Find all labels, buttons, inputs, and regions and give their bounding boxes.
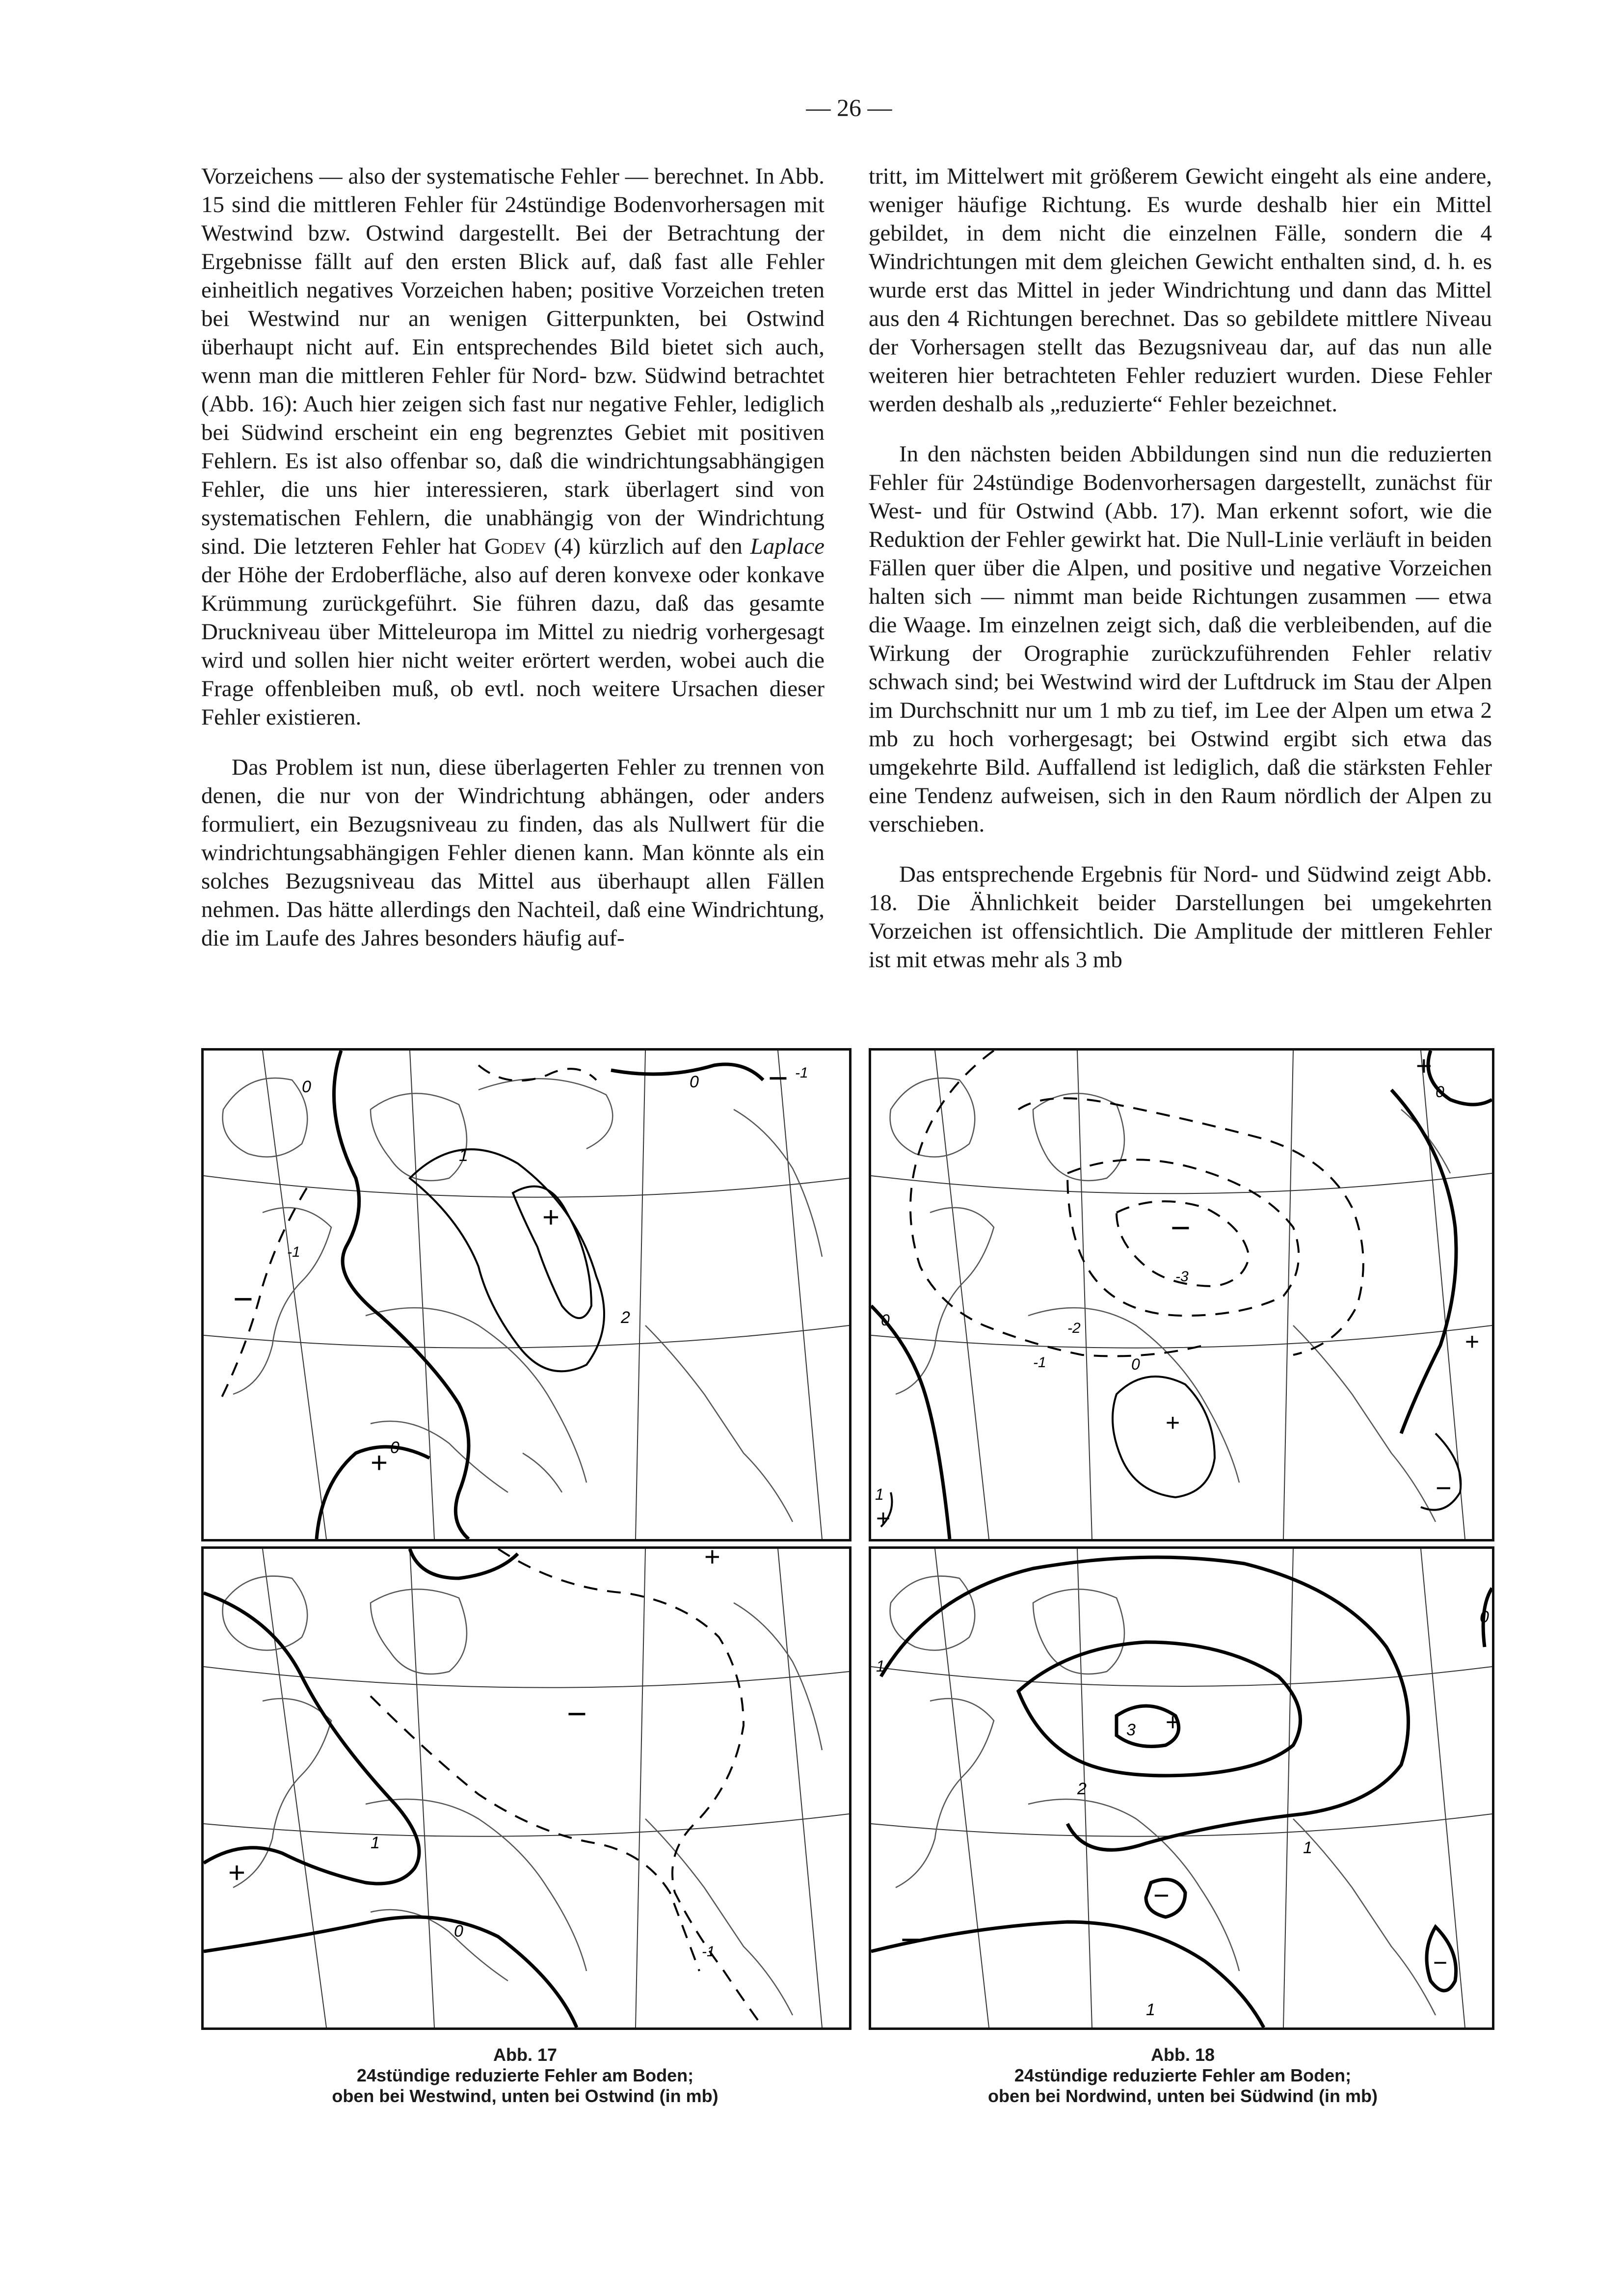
minus-label: − <box>1171 1209 1191 1247</box>
contour-label: -2 <box>1067 1320 1081 1336</box>
caption-line: oben bei Nordwind, unten bei Südwind (in mb) <box>988 2086 1378 2106</box>
contour-label: 1 <box>1146 2000 1155 2019</box>
contour-label: 0 <box>1480 1608 1489 1626</box>
figure-caption-abb18 <box>888 2045 1477 2107</box>
contour-label: -1 <box>1033 1354 1046 1371</box>
map-abb18-nordwind <box>869 1048 1494 1541</box>
contour-label: 1 <box>875 1486 884 1503</box>
plus-label: + <box>542 1201 560 1234</box>
plus-label: + <box>371 1446 388 1479</box>
contour-label: 0 <box>1436 1083 1444 1101</box>
contour-label: -1 <box>287 1244 300 1260</box>
contour-label: 0 <box>454 1922 463 1941</box>
caption-line: 24stündige reduzierte Fehler am Boden; <box>356 2065 694 2085</box>
contour-label: 1 <box>459 1146 468 1165</box>
map-abb18-suedwind <box>869 1546 1494 2030</box>
paragraph: tritt, im Mittelwert mit größerem Gewicht eingeht als eine andere, weniger häufige Richtung. Es wurde deshalb hier ein Mittel gebildet, in dem nicht die einzelnen Fälle, sondern die 4 Windrichtungen mit dem gleichen Gewicht enthalten sind, d. h. es wurde erst das Mittel in jeder Windrichtung und dann das Mittel aus den 4 Richtungen berechnet. Das so gebildete mittlere Niveau der Vorhersagen stellt das Bezugsniveau dar, auf das nun alle weiteren hier betrachteten Fehler reduziert wurden. Diese Fehler werden deshalb als „reduzierte“ Fehler bezeichnet. <box>869 163 1492 417</box>
map-abb17-ostwind <box>201 1546 851 2030</box>
plus-label: + <box>228 1856 246 1889</box>
contour-label: -3 <box>1175 1269 1189 1285</box>
text-run: der Höhe der Erdoberfläche, also auf deren konvexe oder konkave Krümmung zurückgeführt. Sie führen dazu, daß das gesamte Druckniveau über Mitteleuropa im Mittel zu niedrig vorhergesagt wird und sollen hier nicht weiter erörtert werden, wobei auch die Frage offenbleiben muß, ob evtl. noch weitere Ursachen dieser Fehler existieren. <box>201 562 825 730</box>
contour-label: 2 <box>621 1308 630 1327</box>
caption-line: oben bei Westwind, unten bei Ostwind (in mb) <box>332 2086 718 2106</box>
minus-label: − <box>1433 1949 1448 1976</box>
page-number: — 26 — <box>806 94 892 121</box>
contour-label: 0 <box>302 1078 311 1096</box>
italic-term: Laplace <box>750 534 825 559</box>
contour-label: 3 <box>1126 1721 1136 1739</box>
caption-title: Abb. 17 <box>493 2045 558 2065</box>
map-abb17-ostwind-graphic <box>204 1549 849 2027</box>
map-abb18-suedwind-graphic <box>871 1549 1492 2027</box>
map-abb18-nordwind-graphic <box>871 1051 1492 1539</box>
minus-label: − <box>1436 1472 1452 1503</box>
contour-label: 0 <box>1131 1355 1140 1373</box>
paragraph <box>201 162 825 731</box>
author-name: Godev <box>484 534 546 559</box>
contour-label: -1 <box>795 1065 808 1081</box>
contour-label: 0 <box>881 1311 890 1329</box>
plus-label: + <box>876 1505 891 1532</box>
contour-label: 2 <box>1077 1780 1087 1798</box>
minus-label: − <box>567 1695 587 1733</box>
map-abb17-westwind <box>201 1048 851 1541</box>
paragraph: In den nächsten beiden Abbildungen sind nun die reduzierten Fehler für 24stündige Bodenvorhersagen dargestellt, zunächst für West- und für Ostwind (Abb. 17). Man erkennt sofort, wie die Reduktion der Fehler gewirkt hat. Die Null-Linie verläuft in beiden Fällen quer über die Alpen, und positive und negative Vorzeichen halten sich — nimmt man beide Richtungen zusammen — etwa die Waage. Im einzelnen zeigt sich, daß die verbleibenden, auf die Wirkung der Orographie zurückzuführenden Fehler relativ schwach sind; bei Westwind wird der Luftdruck im Stau der Alpen im Durchschnitt nur um 1 mb zu tief, im Lee der Alpen um etwa 2 mb zu hoch vorhergesagt; bei Ostwind ergibt sich etwa das umgekehrte Bild. Auffallend ist lediglich, daß die stärksten Fehler eine Tendenz aufweisen, sich in den Raum nördlich der Alpen zu verschieben. <box>869 441 1492 837</box>
map-abb17-westwind-graphic <box>204 1051 849 1539</box>
contour-label: 1 <box>876 1657 885 1675</box>
minus-label: − <box>901 1920 921 1959</box>
plus-label: + <box>704 1549 720 1572</box>
caption-line: 24stündige reduzierte Fehler am Boden; <box>1014 2065 1352 2085</box>
figure-caption-abb17 <box>231 2045 820 2107</box>
text-run: Vorzeichens — also der systematische Fehler — berechnet. In Abb. 15 sind die mittleren Fehler für 24stündige Bodenvorhersagen mit Westwind bzw. Ostwind dargestellt. Bei der Betrachtung der Ergebnisse fällt auf den ersten Blick auf, daß fast alle Fehler einheitlich negatives Vorzeichen haben; positive Vorzeichen treten bei Westwind nur an wenigen Gitterpunkten, bei Ostwind überhaupt nicht auf. Ein entsprechendes Bild bietet sich auch, wenn man die mittleren Fehler für Nord- bzw. Südwind betrachtet (Abb. 16): Auch hier zeigen sich fast nur negative Fehler, lediglich bei Südwind erscheint ein eng begrenztes Gebiet mit positiven Fehlern. Es ist also offenbar so, daß die windrichtungsabhängigen Fehler, die uns hier interessieren, stark überlagert sind von systematischen Fehlern, die unabhängig von der Windrichtung sind. Die letzteren Fehler hat <box>201 163 825 559</box>
plus-label: + <box>1416 1051 1432 1081</box>
contour-label: 1 <box>371 1834 380 1852</box>
contour-label: -1 <box>702 1944 715 1960</box>
minus-label: − <box>768 1059 788 1097</box>
minus-label: − <box>233 1280 253 1318</box>
right-text-column <box>869 162 1492 974</box>
left-text-column <box>201 162 825 952</box>
text-run: (4) kürzlich auf den <box>554 534 743 559</box>
caption-title: Abb. 18 <box>1150 2045 1215 2065</box>
plus-label: + <box>1465 1328 1480 1355</box>
paragraph: Das entsprechende Ergebnis für Nord- und Südwind zeigt Abb. 18. Die Ähnlichkeit beider Darstellungen bei umgekehrten Vorzeichen ist offensichtlich. Die Amplitude der mittleren Fehler ist mit etwas mehr als 3 mb <box>869 862 1492 972</box>
contour-label: 0 <box>690 1073 699 1091</box>
contour-label: 1 <box>1303 1838 1312 1857</box>
minus-label: − <box>1153 1880 1170 1911</box>
plus-label: + <box>1166 1409 1180 1436</box>
paragraph: Das Problem ist nun, diese überlagerten Fehler zu trennen von denen, die nur von der Windrichtung abhängen, oder anders formuliert, ein Bezugsniveau zu finden, das als Nullwert für die windrichtungsabhängigen Fehler dienen kann. Man könnte als ein solches Bezugsniveau das Mittel aus überhaupt allen Fällen nehmen. Das hätte allerdings den Nachteil, daß eine Windrichtung, die im Laufe des Jahres besonders häufig auf- <box>201 755 825 951</box>
plus-label: + <box>1166 1708 1180 1736</box>
contour-label: 0 <box>390 1438 399 1457</box>
